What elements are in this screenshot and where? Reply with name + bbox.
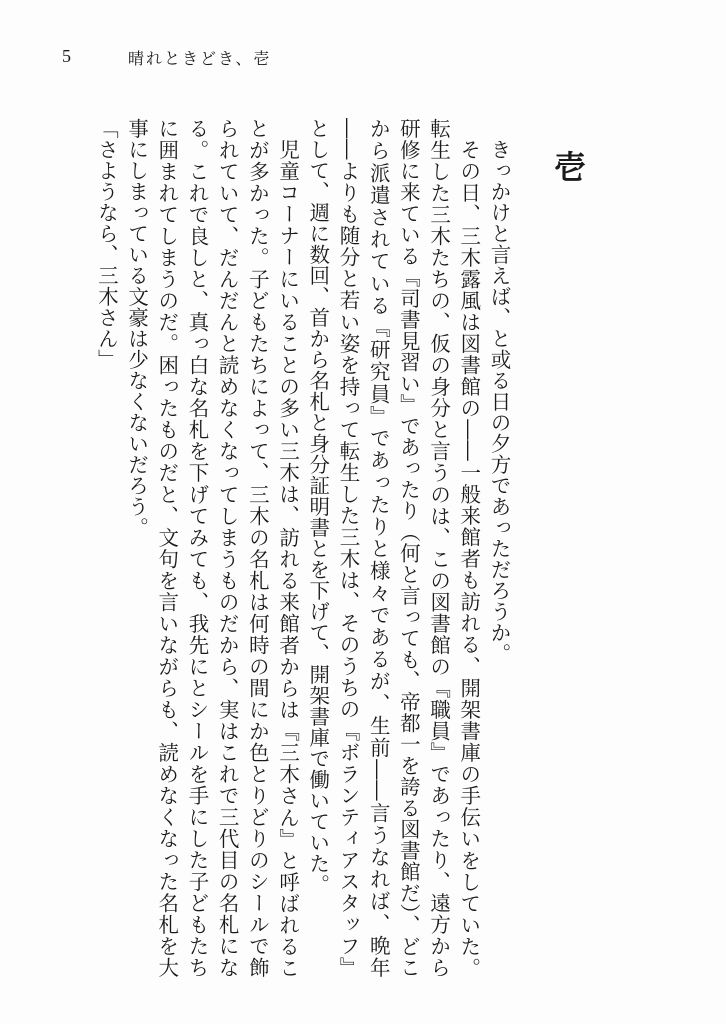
body-text — [91, 118, 514, 978]
paragraph-1: きっかけと言えば、と或る日の夕方であっただろうか。 — [487, 138, 511, 664]
chapter-title: 壱 — [549, 150, 587, 182]
running-title: 晴れときどき、壱 — [128, 49, 272, 68]
paragraph-2: その日、三木露風は図書館の――一般来館者も訪れる、開架書庫の手伝いをしていた。転生した三木たちの、仮の身分と言うのは、この図書館の『職員』であったり、遠方から研修に来ている『司書見習い』であったり（何と言っても、帝都一を誇る図書館だ）、どこから派遣されている『研究員』であったりと様々であるが、生前――言うなれば、晩年――よりも随分と若い姿を持って転生した三木は、そのうちの『ボランティアスタッフ』として、週に数回、首から名札と身分証明書とを下げて、開架書庫で働いていた。 — [305, 118, 481, 979]
page-number: 5 — [62, 46, 72, 66]
paragraph-4-dialog: 「さようなら、三木さん」 — [94, 118, 119, 370]
paragraph-3: 児童コーナーにいることの多い三木は、訪れる来館者からは『三木さん』と呼ばれることが多かった。子どもたちによって、三木の名札は何時の間にか色とりどりのシールで飾られていて、だんだんと読めなくなってしまうものだから、実はこれで三代目の名札になる。これで良しと、真っ白な名札を下げてみても、我先にとシールを手にした子どもたちに囲まれてしまうのだ。困ったものだと、文句を言いながらも、読めなくなった名札を大事にしまっている文豪は少なくないだろう。 — [124, 118, 300, 978]
